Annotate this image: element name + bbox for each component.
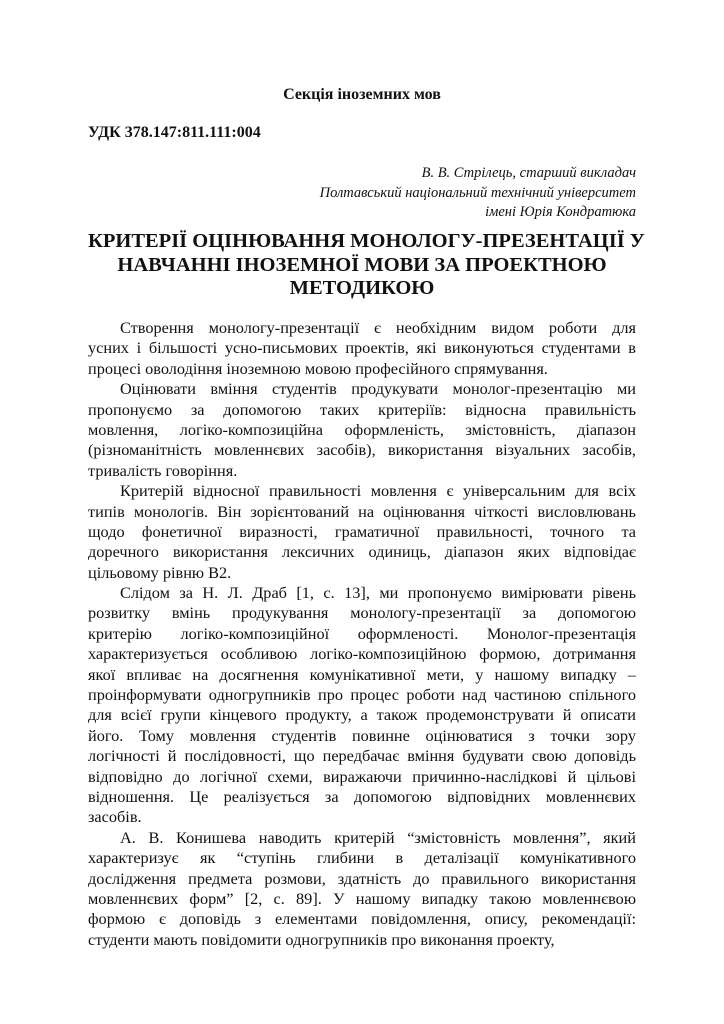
text-line: Критерій відносної правильності мовлення є універсальним для всіх <box>120 481 636 501</box>
text-line: процесі оволодіння іноземною мовою професійного спрямування. <box>88 358 548 378</box>
author-institution-name: імені Юрія Кондратюка <box>485 204 636 220</box>
text-line: його. Тому мовлення студентів повинне оцінюватися з точки зору <box>88 725 636 745</box>
text-line: (різноманітність мовленнєвих засобів), використання візуальних засобів, <box>88 440 636 460</box>
text-line: характеризується особливою логіко-композиційною формою, дотримання <box>88 644 636 664</box>
text-line: типів монологів. Він зорієнтований на оцінювання чіткості висловлювань <box>88 501 636 521</box>
author-name: В. В. Стрілець, старший викладач <box>421 165 636 181</box>
text-line: мовленнєвих форм” [2, с. 89]. У нашому випадку такою мовленнєвою <box>88 888 636 908</box>
text-line: цільовому рівню B2. <box>88 562 232 582</box>
text-line: мовлення, логіко-композиційна оформленість, змістовність, діапазон <box>88 419 636 439</box>
text-line: критерію логіко-композиційної оформленості. Монолог-презентація <box>88 623 636 643</box>
paragraph <box>88 583 636 828</box>
text-line: розвитку вмінь продукування монологу-презентації за допомогою <box>88 603 636 623</box>
text-line: Створення монологу-презентації є необхідним видом роботи для <box>120 318 636 337</box>
text-line: тривалість говоріння. <box>88 460 238 480</box>
text-line: Оцінювати вміння студентів продукувати монолог-презентацію ми <box>120 379 636 399</box>
text-line: пропонуємо за допомогою таких критеріїв: відносна правильність <box>88 399 636 419</box>
text-line: усних і більшості усно-письмових проектів, які виконуються студентами в <box>88 338 636 358</box>
article-title <box>88 230 645 301</box>
text-line: логічності й послідовності, що передбачає вміння будувати свою доповідь <box>88 746 636 766</box>
author-block <box>320 164 636 223</box>
title-line: МЕТОДИКОЮ <box>289 277 435 299</box>
title-line: НАВЧАННІ ІНОЗЕМНОЇ МОВИ ЗА ПРОЕКТНОЮ <box>117 253 607 276</box>
text-line: характеризує як “ступінь глибини в деталізації комунікативного <box>88 848 636 868</box>
text-line: засобів. <box>88 807 142 827</box>
text-line: Слідом за Н. Л. Драб [1, с. 13], ми пропонуємо вимірювати рівень <box>120 583 636 603</box>
section-heading: Секція іноземних мов <box>283 86 441 103</box>
text-line: доречного використання лексичних одиниць, діапазон яких відповідає <box>88 542 636 562</box>
text-line: проінформувати одногрупників про процес роботи над частиною спільного <box>88 685 636 705</box>
paragraph <box>88 379 636 481</box>
paragraph <box>88 481 636 583</box>
text-line: щодо фонетичної виразності, граматичної правильності, точного та <box>88 521 636 541</box>
text-line: для всієї групи кінцевого продукту, а також продемонструвати й описати <box>88 705 636 725</box>
article-body <box>88 318 636 950</box>
text-line: відношення. Це реалізується за допомогою відповідних мовленнєвих <box>88 786 636 806</box>
udc-code: УДК 378.147:811.111:004 <box>88 124 261 141</box>
title-line: КРИТЕРІЇ ОЦІНЮВАННЯ МОНОЛОГУ-ПРЕЗЕНТАЦІЇ У <box>88 230 645 252</box>
text-line: А. В. Конишева наводить критерій “змістовність мовлення”, який <box>120 827 636 847</box>
text-line: формою є доповідь з елементами повідомлення, опису, рекомендації: <box>88 909 636 929</box>
paragraph <box>88 318 636 379</box>
author-institution: Полтавський національний технічний університет <box>319 184 636 201</box>
text-line: якої впливає на досягнення комунікативної мети, у нашому випадку – <box>88 664 636 684</box>
paragraph <box>88 828 636 950</box>
text-line: дослідження предмета розмови, здатність до правильного використання <box>88 868 636 888</box>
text-line: студенти мають повідомити одногрупників про виконання проекту, <box>88 929 555 949</box>
text-line: відповідно до логічної схеми, виражаючи причинно-наслідкові й цільові <box>88 766 636 786</box>
